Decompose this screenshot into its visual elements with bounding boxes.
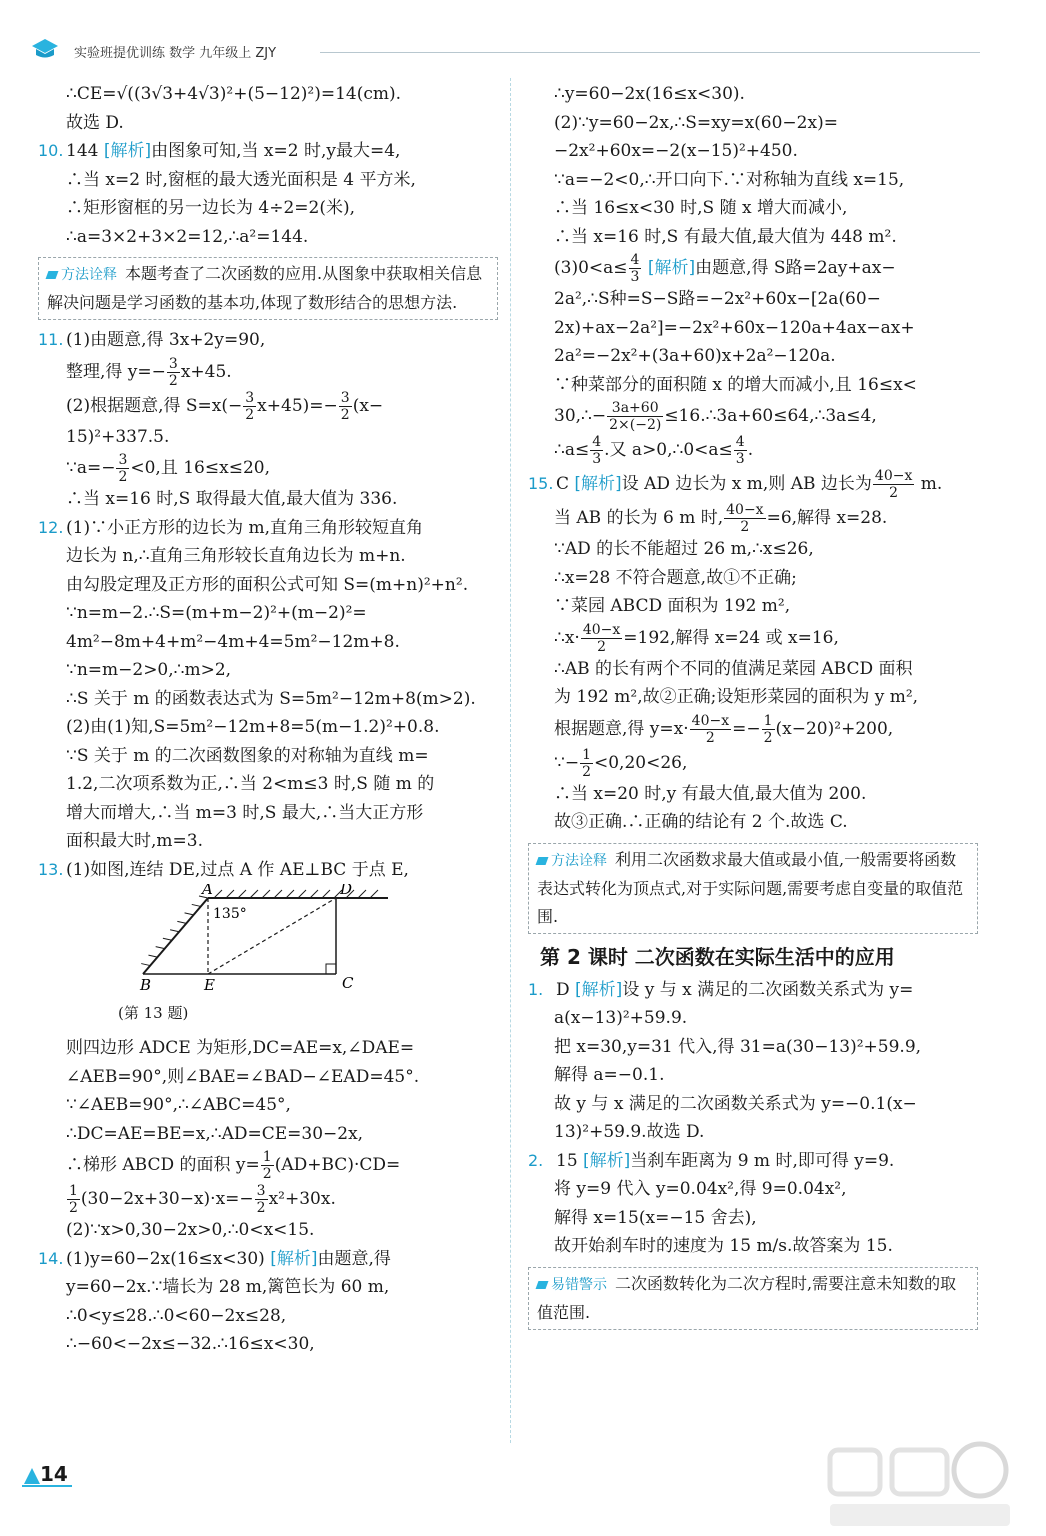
- text-line: ∴AB 的长有两个不同的值满足菜园 ABCD 面积: [554, 658, 913, 679]
- text-line: ∴CE=√((3√3+4√3)²+(5−12)²)=14(cm).: [66, 84, 402, 104]
- text-line: ∴当 x=16 时,S 取得最大值,最大值为 336.: [66, 489, 398, 509]
- text-line: 15)²+337.5.: [66, 426, 170, 447]
- text-line: ∵S 关于 m 的二次函数图象的对称轴为直线 m=: [66, 745, 429, 766]
- question-number: 13.: [38, 859, 64, 879]
- fraction: $\frac{3}{2}$: [118, 452, 128, 485]
- page-header: [30, 36, 980, 64]
- figure-label: B: [140, 976, 152, 994]
- fraction: $\frac{40-x}{2}$: [582, 621, 621, 655]
- text-line: ∴当 x=16 时,S 有最大值,最大值为 448 m².: [554, 226, 897, 247]
- text-line: ∴y=60−2x(16≤x<30).: [554, 84, 745, 104]
- question-line: 12. (1)∵小正方形的边长为 m,直角三角形较短直角: [38, 514, 498, 543]
- left-column: [38, 80, 498, 1359]
- text-line: 增大而增大,∴当 m=3 时,S 最大,∴当大正方形: [66, 802, 424, 823]
- text-line: ∴当 x=2 时,窗框的最大透光面积是 4 平方米,: [66, 169, 416, 190]
- text-line: 解得 a=−0.1.: [554, 1065, 665, 1085]
- text-line: 1.2,二次项系数为正,∴当 2<m≤3 时,S 随 m 的: [66, 774, 435, 794]
- tip-box-tag: 易错警示: [537, 1271, 607, 1299]
- text-line: 将 y=9 代入 y=0.04x²,得 9=0.04x²,: [554, 1179, 847, 1199]
- text-line: 2x)+ax−2a²]=−2x²+60x−120a+4ax−ax+: [554, 317, 915, 338]
- text-line: 为 192 m²,故②正确;设矩形菜园的面积为 y m²,: [554, 687, 919, 707]
- fraction: $\frac{3}{2}$: [340, 389, 350, 423]
- analysis-tag: [解析]: [583, 1150, 631, 1171]
- text-line: 整理,得 y=− $\frac{3}{2}$ x+45.: [66, 355, 232, 389]
- text-line: 面积最大时,m=3.: [66, 831, 203, 851]
- text-line: ∵AD 的长不能超过 26 m,∴x≤26,: [554, 539, 814, 559]
- page-number-text: 14: [40, 1462, 68, 1486]
- tip-box: 方法诠释 利用二次函数求最大值或最小值,一般需要将函数表达式转化为顶点式,对于实际问题,需要考虑自变量的取值范围.: [528, 843, 978, 934]
- text-line: 2a²=−2x²+(3a+60)x+2a²−120a.: [554, 346, 836, 366]
- text-line: ∠AEB=90°,则∠BAE=∠BAD−∠EAD=45°.: [66, 1066, 420, 1087]
- question-number: 10.: [38, 141, 64, 160]
- watermark-logo-icon: [820, 1440, 1020, 1532]
- text-line: (3)0<a≤ $\frac{4}{3}$ [解析]由题意,得 S路=2ay+ax−: [554, 252, 896, 285]
- text-line: ∴x· $\frac{40-x}{2}$ =192,解得 x=24 或 x=16,: [554, 621, 839, 655]
- fraction: $\frac{40-x}{2}$: [874, 468, 913, 501]
- text-line: ∴梯形 ABCD 的面积 y= $\frac{1}{2}$ (AD+BC)·CD=: [66, 1149, 401, 1182]
- text-line: −2x²+60x=−2(x−15)²+450.: [554, 141, 798, 161]
- question-number: 1.: [528, 979, 544, 999]
- text-line: ∵a=− $\frac{3}{2}$ <0,且 16≤x≤20,: [66, 452, 270, 485]
- text-line: a(x−13)²+59.9.: [554, 1008, 688, 1028]
- text-line: ∵∠AEB=90°,∴∠ABC=45°,: [66, 1095, 291, 1115]
- text-line: 故开始刹车时的速度为 15 m/s.故答案为 15.: [554, 1236, 893, 1256]
- tip-box: 方法诠释 本题考查了二次函数的应用.从图象中获取相关信息解决问题是学习函数的基本功,体现了数形结合的思想方法.: [38, 257, 498, 320]
- text-line: ∴当 16≤x<30 时,S 随 x 增大而减小,: [554, 198, 848, 218]
- text-line: 4m²−8m+4+m²−4m+4=5m²−12m+8.: [66, 631, 400, 652]
- figure-label: D: [340, 884, 353, 898]
- text-line: (2)∵x>0,30−2x>0,∴0<x<15.: [66, 1220, 315, 1240]
- figure-label: E: [204, 976, 215, 994]
- text-line: $\frac{1}{2}$ (30−2x+30−x)·x=− $\frac{3}{2}$ x²+30x.: [69, 1183, 336, 1216]
- text-line: (2)根据题意,得 S=x(− $\frac{3}{2}$ x+45)=− $\frac{3}{2}$ (x−: [66, 389, 384, 423]
- text-line: 当 AB 的长为 6 m 时, $\frac{40-x}{2}$ =6,解得 x=28.: [554, 502, 888, 535]
- text-line: 解得 x=15(x=−15 舍去),: [554, 1207, 757, 1228]
- analysis-tag: [解析]: [103, 141, 152, 161]
- fraction: $\frac{4}{3}$: [630, 252, 640, 285]
- figure-label: A: [202, 884, 213, 898]
- question-line: 11. (1)由题意,得 3x+2y=90,: [38, 326, 498, 355]
- text-line: (2)由(1)知,S=5m²−12m+8=5(m−1.2)²+0.8.: [66, 717, 440, 737]
- text-line: ∴矩形窗框的另一边长为 4÷2=2(米),: [66, 198, 356, 218]
- fraction: $\frac{3}{2}$: [256, 1183, 266, 1216]
- text-line: ∴x=28 不符合题意,故①不正确;: [554, 567, 797, 588]
- text-line: 故选 D.: [66, 112, 124, 133]
- fraction: $\frac{3}{2}$: [168, 355, 178, 389]
- right-column: [528, 80, 978, 1336]
- fraction: $\frac{3a+60}{2\times(-2)}$: [609, 400, 662, 433]
- text-line: ∴−60<−2x≤−32.∴16≤x<30,: [66, 1334, 315, 1354]
- text-line: 根据题意,得 y=x· $\frac{40-x}{2}$ =− $\frac{1}{2}$ (x−20)²+200,: [554, 712, 894, 746]
- question-line: 14. (1)y=60−2x(16≤x<30) [解析]由题意,得: [38, 1245, 498, 1274]
- fraction: $\frac{40-x}{2}$: [726, 502, 764, 535]
- fraction: $\frac{1}{2}$: [69, 1183, 78, 1216]
- text-line: ∵种菜部分的面积随 x 的增大而减小,且 16≤x<: [554, 374, 917, 395]
- section-title: 第 2 课时 二次函数在实际生活中的应用: [540, 944, 895, 969]
- text-line: 则四边形 ADCE 为矩形,DC=AE=x,∠DAE=: [66, 1038, 415, 1058]
- tip-box-tag: 方法诠释: [537, 847, 607, 875]
- text-line: ∴S 关于 m 的函数表达式为 S=5m²−12m+8(m>2).: [66, 688, 476, 709]
- question-line: 2. 15 [解析]当刹车距离为 9 m 时,即可得 y=9.: [528, 1147, 978, 1176]
- text-line: ∴DC=AE=BE=x,∴AD=CE=30−2x,: [66, 1123, 364, 1144]
- text-line: ∵n=m−2>0,∴m>2,: [66, 660, 232, 680]
- fraction: $\frac{40-x}{2}$: [691, 712, 730, 746]
- fraction: $\frac{4}{3}$: [592, 434, 602, 467]
- text-line: 30,∴− $\frac{3a+60}{2\times(-2)}$ ≤16.∴3a+60≤64,∴3a≤4,: [554, 400, 877, 433]
- fraction: $\frac{1}{2}$: [582, 746, 591, 780]
- fraction: $\frac{1}{2}$: [763, 712, 773, 746]
- text-line: 把 x=30,y=31 代入,得 31=a(30−13)²+59.9,: [554, 1036, 922, 1057]
- figure-label: 135°: [213, 906, 247, 922]
- text-line: (2)∵y=60−2x,∴S=xy=x(60−2x)=: [554, 112, 838, 133]
- text-line: 故③正确.∴正确的结论有 2 个.故选 C.: [554, 812, 848, 832]
- figure-label: C: [342, 974, 354, 992]
- text-line: ∵菜园 ABCD 面积为 192 m²,: [554, 596, 791, 616]
- text-line: ∵− $\frac{1}{2}$ <0,20<26,: [554, 746, 688, 780]
- question-number: 11.: [38, 330, 64, 349]
- question-number: 14.: [38, 1248, 64, 1268]
- figure-13: [118, 884, 418, 1034]
- text-line: 由勾股定理及正方形的面积公式可知 S=(m+n)²+n².: [66, 574, 469, 595]
- text-line: ∴a=3×2+3×2=12,∴a²=144.: [66, 226, 309, 247]
- question-number: 2.: [528, 1150, 544, 1170]
- text-line: y=60−2x.∵墙长为 28 m,篱笆长为 60 m,: [66, 1277, 390, 1297]
- analysis-tag: [解析]: [575, 979, 623, 1000]
- analysis-tag: [解析]: [270, 1248, 318, 1269]
- fraction: $\frac{1}{2}$: [262, 1149, 272, 1182]
- page-number: [22, 1460, 72, 1490]
- tip-box-tag: 方法诠释: [47, 261, 117, 289]
- fraction: $\frac{4}{3}$: [735, 434, 745, 467]
- trapezoid-diagram: [118, 884, 418, 1004]
- fraction: $\frac{3}{2}$: [245, 389, 255, 423]
- text-line: 13)²+59.9.故选 D.: [554, 1122, 705, 1142]
- text-line: ∵n=m−2.∴S=(m+m−2)²+(m−2)²=: [66, 603, 367, 623]
- text-line: ∵a=−2<0,∴开口向下.∵对称轴为直线 x=15,: [554, 169, 905, 190]
- question-number: 15.: [528, 474, 554, 493]
- figure-caption: (第 13 题): [118, 1004, 189, 1022]
- question-line: 1. D [解析]设 y 与 x 满足的二次函数关系式为 y=: [528, 976, 978, 1005]
- analysis-tag: [解析]: [647, 258, 696, 278]
- tip-box: 易错警示 二次函数转化为二次方程时,需要注意未知数的取值范围.: [528, 1267, 978, 1330]
- book-logo-icon: [30, 36, 60, 62]
- question-line: 13. (1)如图,连结 DE,过点 A 作 AE⊥BC 于点 E,: [38, 856, 498, 885]
- text-line: ∴a≤ $\frac{4}{3}$ .又 a>0,∴0<a≤ $\frac{4}{3}$ .: [554, 434, 754, 467]
- header-title: 实验班提优训练 数学 九年级上 ZJY: [74, 46, 277, 61]
- analysis-tag: [解析]: [574, 474, 622, 494]
- text-line: ∴当 x=20 时,y 有最大值,最大值为 200.: [554, 783, 867, 804]
- text-line: 2a²,∴S种=S−S路=−2x²+60x−[2a(60−: [554, 289, 881, 309]
- text-line: 边长为 n,∴直角三角形较长直角边长为 m+n.: [66, 546, 406, 566]
- header-rule: [320, 52, 980, 53]
- text-line: 故 y 与 x 满足的二次函数关系式为 y=−0.1(x−: [554, 1093, 917, 1114]
- question-number: 12.: [38, 517, 64, 537]
- question-line: 15. C [解析]设 AD 边长为 x m,则 AB 边长为 $\frac{40-x}{2}$ m.: [528, 468, 943, 501]
- text-line: ∴0<y≤28.∴0<60−2x≤28,: [66, 1305, 287, 1326]
- question-line: 10. 144 [解析]由图象可知,当 x=2 时,y最大=4,: [38, 137, 498, 166]
- column-divider: [510, 78, 511, 1443]
